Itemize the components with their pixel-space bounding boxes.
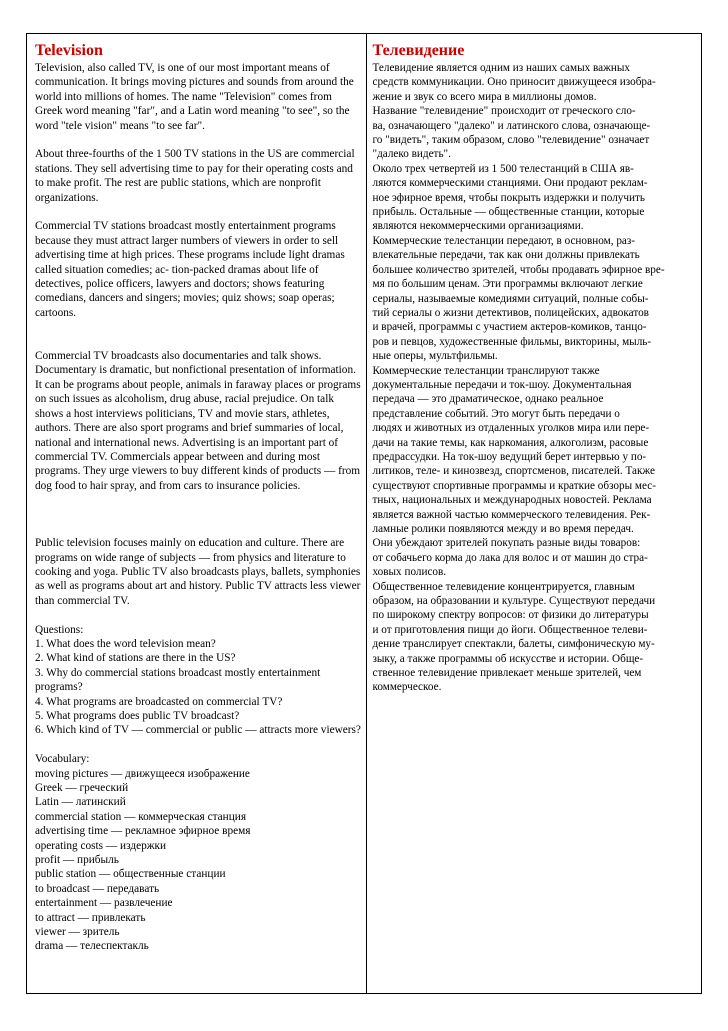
- vocabulary-item: viewer — зритель: [35, 926, 120, 939]
- questions-heading: Questions:: [35, 623, 84, 636]
- english-paragraph-2: About three-fourths of the 1 500 TV stations in the US are commercial stations. They sell advertising time to pay for their operating costs and to make profit. The rest are public stations, which are nonprofit organizations.: [35, 148, 355, 204]
- russian-text-line: средств коммуникации. Оно приносит движущееся изобра-: [372, 76, 656, 89]
- russian-text-line: существуют спортивные программы и краткие обзоры мес-: [372, 479, 656, 492]
- russian-text-line: дение транслирует спектакли, балеты, симфоническую му-: [372, 638, 655, 651]
- english-column: [27, 34, 367, 993]
- russian-text-line: от собачьего корма до лака для волос и от машин до стра-: [372, 551, 648, 564]
- russian-text-line: дачи на такие темы, как наркомания, алкоголизм, расовые: [372, 436, 649, 449]
- russian-text-line: представление событий. Это могут быть передачи о: [372, 407, 620, 420]
- vocabulary-item: moving pictures — движущееся изображение: [35, 767, 250, 780]
- russian-text-line: являются некоммерческими организациями.: [372, 220, 584, 233]
- russian-text-line: Около трех четвертей из 1 500 телестанций в США яв-: [372, 162, 634, 175]
- vocabulary-item: operating costs — издержки: [35, 839, 167, 852]
- russian-text-line: зыку, а также программы об искусстве и истории. Обще-: [372, 652, 644, 665]
- english-title: Television: [35, 42, 103, 59]
- russian-text-line: тий сериалы о жизни детективов, полицейских, адвокатов: [372, 306, 649, 319]
- english-paragraph-3: Commercial TV stations broadcast mostly entertainment programs because they must attract larger numbers of viewers in order to sell advertising time at high prices. These programs include light dramas called situation comedies; ac- tion-packed dramas about life of detectives, police officers, lawyers and doctors; shows featuring comedians, dancers and singers; movies; quiz shows; soap operas; cartoons.: [35, 220, 345, 319]
- bilingual-text-table: [26, 33, 702, 994]
- russian-text-line: влекательные передачи, так как они должны привлекать: [372, 249, 640, 262]
- vocabulary-item: public station — общественные станции: [35, 868, 226, 881]
- russian-text-line: образом, на образовании и культуре. Существуют передачи: [372, 595, 656, 608]
- vocabulary-item: entertainment — развлечение: [35, 897, 173, 910]
- question-item: 4. What programs are broadcasted on commercial TV?: [35, 695, 283, 708]
- russian-text-line: ров и певцов, художественные фильмы, викторины, мыль-: [372, 335, 652, 348]
- vocabulary-item: to attract — привлекать: [35, 911, 146, 924]
- russian-text-line: и от приготовления пищи до йоги. Общественное телеви-: [372, 623, 648, 636]
- russian-text-line: людях и животных из отдаленных уголков мира или пере-: [372, 422, 650, 435]
- vocabulary-item: drama — телеспектакль: [35, 940, 149, 953]
- russian-text-line: по широкому спектру вопросов: от физики до литературы: [372, 609, 649, 622]
- vocabulary-heading: Vocabulary:: [35, 753, 90, 766]
- russian-column: [367, 34, 702, 993]
- russian-text-line: Общественное телевидение концентрируется, главным: [372, 580, 635, 593]
- russian-text-line: ва, означающего "далеко" и латинского слова, означающе-: [372, 119, 651, 132]
- vocabulary-item: profit — прибыль: [35, 854, 119, 867]
- russian-text-line: Коммерческие телестанции передают, в основном, раз-: [372, 234, 636, 247]
- russian-text-line: передача — это драматическое, однако реальное: [372, 393, 604, 406]
- question-item: 5. What programs does public TV broadcast?: [35, 710, 240, 722]
- russian-text-line: ховых полисов.: [372, 566, 447, 579]
- russian-text-line: прибыль. Остальные — общественные станции, которые: [372, 206, 645, 219]
- english-paragraph-5: Public television focuses mainly on education and culture. There are programs on wide range of subjects — from physics and literature to cooking and yoga. Public TV also broadcasts plays, ballets, symphonies as well as programs about art and history. Public TV attracts less viewer than commercial TV.: [35, 537, 361, 607]
- russian-text-line: ляются коммерческими станциями. Они продают реклам-: [372, 177, 648, 190]
- russian-text-line: ные оперы, мультфильмы.: [372, 350, 498, 363]
- russian-text-line: Коммерческие телестанции транслируют также: [372, 364, 600, 377]
- vocabulary-item: commercial station — коммерческая станция: [35, 810, 247, 823]
- russian-text-line: "далеко видеть".: [372, 148, 451, 161]
- russian-text-line: ламные ролики появляются между и во время передач.: [372, 523, 634, 535]
- vocabulary-item: Greek — греческий: [35, 782, 129, 795]
- russian-text-line: предрассудки. На ток-шоу ведущий берет интервью у по-: [372, 450, 647, 463]
- russian-text-line: сериалы, называемые комедиями ситуаций, полные собы-: [372, 292, 649, 305]
- russian-text-line: коммерческое.: [372, 681, 442, 694]
- russian-text-line: ственное телевидение привлекает меньше зрителей, чем: [372, 667, 642, 680]
- question-item: 2. What kind of stations are there in the US?: [35, 652, 236, 665]
- russian-text-line: тных, национальных и международных новостей. Реклама: [372, 494, 652, 507]
- vocabulary-item: to broadcast — передавать: [35, 882, 160, 895]
- russian-text-line: большее количество зрителей, чтобы продавать эфирное вре-: [372, 263, 665, 276]
- english-paragraph-1: Television, also called TV, is one of our most important means of communication. It brings moving pictures and sounds from around the world into millions of homes. The name "Television" comes from Greek word meaning "far", and a Latin word meaning "to see", so the word "tele vision" means "to see far".: [35, 62, 354, 132]
- question-item: 3. Why do commercial stations broadcast mostly entertainment programs?: [35, 666, 321, 694]
- russian-text-line: Телевидение является одним из наших самых важных: [372, 62, 630, 74]
- russian-text-line: Название "телевидение" происходит от греческого сло-: [372, 105, 636, 118]
- russian-text-line: мя по большим ценам. Эти программы включают легкие: [372, 278, 643, 291]
- vocabulary-item: Latin — латинский: [35, 796, 126, 809]
- russian-text-line: ное эфирное время, чтобы покрыть издержки и получить: [372, 191, 645, 204]
- russian-text-line: го "видеть", таким образом, слово "телевидение" означает: [372, 134, 650, 147]
- question-item: 1. What does the word television mean?: [35, 637, 216, 650]
- english-paragraph-4: Commercial TV broadcasts also documentaries and talk shows. Documentary is dramatic, but nonfictional presentation of information. It can be programs about people, animals in faraway places or programs on such issues as alcoholism, drug abuse, racial prejudice. On talk shows a host interviews politicians, TV and movie stars, athletes, authors. There are also sport programs and brief summaries of local, national and international news. Advertising is an important part of commercial TV. Commercials appear between and during most programs. They urge viewers to buy different kinds of products — from dog food to hair spray, and from cars to insurance policies.: [35, 350, 361, 492]
- russian-text-line: жение и звук со всего мира в миллионы домов.: [372, 90, 597, 103]
- russian-title: Телевидение: [372, 42, 465, 59]
- russian-text-line: является важной частью коммерческого телевидения. Рек-: [372, 508, 651, 521]
- russian-text-line: документальные передачи и ток-шоу. Документальная: [372, 378, 632, 391]
- russian-text-line: и врачей, программы с участием актеров-комиков, танцо-: [372, 321, 647, 334]
- vocabulary-item: advertising time — рекламное эфирное время: [35, 825, 251, 838]
- russian-text-line: литиков, теле- и кинозвезд, спортсменов, писателей. Также: [372, 465, 655, 478]
- question-item: 6. Which kind of TV — commercial or public — attracts more viewers?: [35, 724, 361, 737]
- russian-text-line: Они убеждают зрителей покупать разные виды товаров:: [372, 537, 641, 550]
